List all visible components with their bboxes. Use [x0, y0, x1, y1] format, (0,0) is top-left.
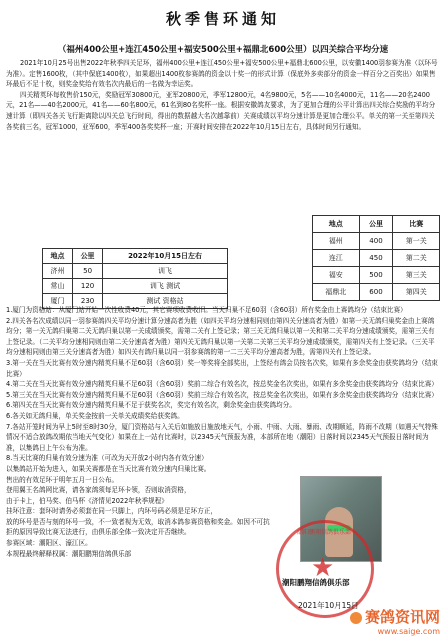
seal-text: 潮阳鹏翔信鸽俱乐部 — [296, 529, 351, 536]
table-row — [313, 284, 440, 301]
table-cell: 450 — [359, 250, 393, 267]
intro-paragraph: 四关精英环每枚售价150元，奖励冠军30800元，亚军20800元，季军12800元，4名9800元，5名——10名4000元，11名——20名2400元，21名——40名2000元，41名——60名800元，61名到80名奖杯一座。根据安徽鸽友要求，为了更加合理的公平计算出四关综合奖励的平均分速计算（即四关各关飞行距离除以四关总飞行时间，得出的数据越大名次越靠前）关赛成绩以平均分速计算是更加合理公平。单关的第一关至第四关各奖前三名，冠军1000，亚军600，季军400各奖奖杯一座；开赛时间安排在2022年10月15日左右，具体时间另行通知。 — [6, 90, 436, 131]
rule-item: 6.第四关在当天比赛有效分速内精英归巢不足于获奖名次，奖完有效名次，剩余奖金由获奖鸽均分。 — [6, 401, 296, 410]
rule-item: 以集鸽站开始为进入，如果关赛都是在当天比赛有效分速内归巢比赛。 — [6, 464, 211, 473]
table-header-cell: 地点 — [43, 249, 73, 264]
table-cell: 训飞 — [103, 264, 228, 279]
table-cell: 厦门 — [43, 294, 73, 309]
table-row — [313, 267, 440, 284]
table-header-cell: 公里 — [73, 249, 103, 264]
intro-paragraph: 2021年10月25号出售2022年秋季四关足环，福州400公里+连江450公里+福安500公里+福鼎北600公里，以安徽1400羽参赛为准（以环号为准）。定售1600枚，（其中保底1400枚），如果超出1400枚参赛鸽的资金以十奖一的形式计算（保底外多卖部分的资金一样百分之百奖出）如果售环最后不足十枚，则奖金奖给有效名次内最后的一名做为幸运奖。 — [6, 59, 438, 89]
table-header-cell: 地点 — [313, 216, 360, 233]
training-schedule-table — [42, 248, 228, 309]
watermark-logo-icon — [350, 612, 362, 624]
table-cell: 测试 资格站 — [103, 294, 228, 309]
rule-item: 4.第二关在当天比赛有效分速内精英归巢不足60羽（含60羽）奖前二综合有效名次，按总奖金名次奖出，如果有多余奖金由获奖鸽均分（结束比赛） — [6, 380, 438, 389]
table-cell: 常山 — [43, 279, 73, 294]
page-subtitle: （福州400公里+连江450公里+福安500公里+福鼎北600公里）以四关综合平均分速 — [57, 45, 389, 55]
rule-item: 售出的有效足环于明年五月一日公布。 — [6, 475, 119, 484]
rule-item: 登用翼王名鸽网比赛，请各家鸽须每足环卡领，否则取消资格， — [6, 486, 191, 495]
table-row — [43, 264, 228, 279]
rule-item: 本规程最终解释权属：潮阳鹏翔信鸽俱乐部 — [6, 549, 132, 558]
table-cell: 第二关 — [393, 250, 440, 267]
table-header-cell: 比赛 — [393, 216, 440, 233]
rule-item: 挂环注意：套环时请务必须套在同一只脚上，内环号码必须是足环方正， — [6, 507, 217, 516]
rule-item: 3.第一关在当天比赛有效分速内精英归巢不足60羽（含60羽）奖一等奖将全部奖出，上签经有鸽会员按名次奖，如果有多余奖金由获奖鸽均分（结束比赛） — [6, 358, 438, 378]
rule-item: 2.四关各名次成绩以同一羽参赛鸽四关平均分速计算分速高者为胜（如四关平均分速相同则由第四关分速高者为胜）如第一关无鸽归巢奖金由上赛鸽均分；第一关无鸽归巢第二关无鸽归巢以第一关成绩颁奖，需第二关有上签记录；第三关无鸽归巢以第一关和第二关平均分速成绩颁奖，需第三关有上签记录。（二关平均分速相同则由第二关分速高者为胜）第四关无鸽归巢以第一关第二关第三关平均分速成绩颁奖，需第四关有上签记录。（三关平均分速相同则由第三关分速高者为胜）如四关有鸽归巢以同一羽参赛鸽的第一二三关平均分速高者为胜，需第四关有上签记录。 — [6, 316, 435, 357]
page-title: 秋季售环通知 — [165, 10, 280, 28]
table-header-row — [43, 249, 228, 264]
site-watermark — [350, 606, 440, 636]
table-cell: 400 — [359, 233, 393, 250]
table-cell: 第一关 — [393, 233, 440, 250]
table-cell: 第四关 — [393, 284, 440, 301]
rule-item: 6.各关如无鸽归巢，单关奖金按前一关单关成绩奖给获奖鸽。 — [6, 411, 184, 420]
seal-star-icon: ★ — [311, 553, 335, 583]
table-cell: 训飞 测试 — [103, 279, 228, 294]
rule-item: 由于卡上，伯马奖、伯马杯《济情见2022年秋季规程》 — [6, 496, 168, 505]
rule-item: 放的环号是否与刻的环号一致，不一致者视为无效，取消本鸽参赛资格和奖金。如因不可抗拒的原因导致比赛无法进行，由俱乐部全体一致决定开否继续。 — [6, 517, 270, 537]
table-cell: 500 — [359, 267, 393, 284]
table-cell: 福安 — [313, 267, 360, 284]
intro-section — [6, 58, 440, 132]
table-row — [313, 233, 440, 250]
signature-date: 2021年10月15日 — [298, 601, 359, 610]
table-row — [313, 250, 440, 267]
table-header-cell: 2022年10月15日左右 — [103, 249, 228, 264]
rule-item: 参赛区域：潮阳区、濠江区。 — [6, 539, 92, 548]
watermark-url: www.saige.com — [377, 627, 440, 636]
rule-item: 5.第三关在当天比赛有效分速内精英归巢不足60羽（含60羽）奖前三综合有效名次，按总奖金名次奖出，如果有多余奖金由获奖鸽均分（结束比赛） — [6, 390, 438, 399]
table-header-row — [313, 216, 440, 233]
table-cell: 第三关 — [393, 267, 440, 284]
table-cell: 230 — [73, 294, 103, 309]
watermark-brand-text: 赛鸽资讯网 — [364, 608, 440, 626]
table-cell: 600 — [359, 284, 393, 301]
rule-item: 8.当天比赛的归巢有效分速为准（可改为天开放2小时内各有效分速） — [6, 454, 208, 463]
race-stages-table — [312, 215, 440, 301]
table-cell: 济州 — [43, 264, 73, 279]
table-header-cell: 公里 — [359, 216, 393, 233]
table-row — [43, 279, 228, 294]
table-cell: 50 — [73, 264, 103, 279]
table-cell: 福州 — [313, 233, 360, 250]
rule-item: 1.厦门为资格站：从厦门站开始一次性收费40元，其它赛项收费收旧。当天归巢不足60羽（含60羽）所有奖金由上赛鸽均分（结束比赛） — [6, 306, 407, 314]
rule-item: 7.各站开笼时间为早上5时至8时30分，厦门资格站与入关后如施放日施放地天气，小雨、中雨、大雨、暴雨、改期顺延，阵雨不改期（如遇天气特殊情况不适合放鸽改期依当地天气变化）如果在上一站有比赛时，以2345天气预报为准，本部所在地（潮阳）日落时间以2345天气预报日落时间为准，以集鸽日上午公布为准。 — [6, 422, 438, 452]
table-cell: 福鼎北 — [313, 284, 360, 301]
table-cell: 120 — [73, 279, 103, 294]
table-cell: 连江 — [313, 250, 360, 267]
signer-club: 潮阳鹏翔信鸽俱乐部 — [282, 578, 350, 587]
watermark-brand — [350, 606, 440, 627]
